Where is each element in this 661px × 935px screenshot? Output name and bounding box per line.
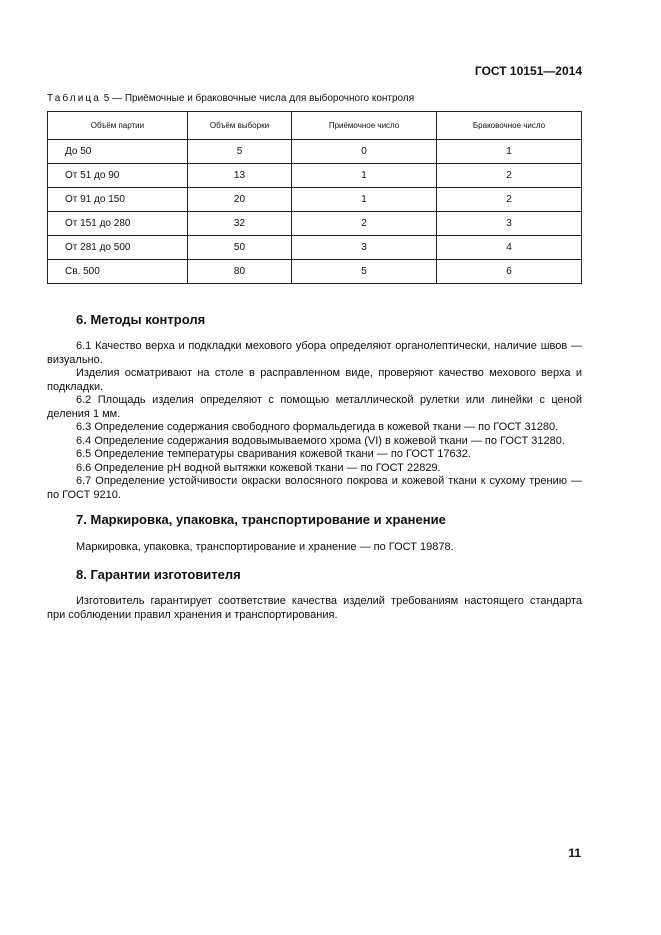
table-cell: 1 <box>292 188 437 212</box>
paragraph: 6.6 Определение рН водной вытяжки кожевой ткани — по ГОСТ 22829. <box>76 461 441 474</box>
paragraph: 6.7 Определение устойчивости окраски волосяного покрова и кожевой ткани к сухому трению — по ГОСТ 9210. <box>47 475 582 501</box>
table-caption-label: Таблица <box>47 93 101 104</box>
paragraph: 6.4 Определение содержания водовымываемого хрома (VI) в кожевой ткани — по ГОСТ 31280. <box>76 434 565 447</box>
table-cell: От 51 до 90 <box>48 164 188 188</box>
table-caption-text: 5 — Приёмочные и браковочные числа для выборочного контроля <box>100 93 415 104</box>
table-cell: 32 <box>187 212 291 236</box>
column-header-sample-size: Объём выборки <box>187 112 291 140</box>
table-cell: От 151 до 280 <box>48 212 188 236</box>
table-cell: 80 <box>187 260 291 284</box>
table-cell: 5 <box>292 260 437 284</box>
table-row <box>48 236 582 260</box>
table-cell: От 91 до 150 <box>48 188 188 212</box>
paragraph: 6.2 Площадь изделия определяют с помощью металлической рулетки или линейки с ценой деления 1 мм. <box>47 394 582 420</box>
table-cell: 6 <box>437 260 582 284</box>
table-row <box>48 260 582 284</box>
table-row <box>48 188 582 212</box>
table-cell: От 281 до 500 <box>48 236 188 260</box>
table-caption <box>47 93 414 104</box>
paragraph: Маркировка, упаковка, транспортирование и хранение — по ГОСТ 19878. <box>76 541 454 553</box>
paragraph: 6.1 Качество верха и подкладки мехового убора определяют органолептически, наличие швов — визуально. <box>47 340 582 366</box>
section-6-title: 6. Методы контроля <box>76 312 206 327</box>
table-row <box>48 212 582 236</box>
table-cell: 2 <box>437 188 582 212</box>
table-cell: 5 <box>187 140 291 164</box>
table-cell: 2 <box>292 212 437 236</box>
table-cell: 3 <box>292 236 437 260</box>
acceptance-table <box>47 111 582 284</box>
document-code: ГОСТ 10151—2014 <box>474 64 582 78</box>
column-header-lot-size: Объём партии <box>48 112 188 140</box>
table-cell: Св. 500 <box>48 260 188 284</box>
table-row <box>48 164 582 188</box>
paragraph: 6.3 Определение содержания свободного формальдегида в кожевой ткани — по ГОСТ 31280. <box>76 421 559 433</box>
table-header-row <box>48 112 582 140</box>
table-cell: 1 <box>437 140 582 164</box>
paragraph: 6.5 Определение температуры сваривания кожевой ткани — по ГОСТ 17632. <box>76 448 471 460</box>
section-6-body <box>47 340 582 502</box>
table-cell: 1 <box>292 164 437 188</box>
column-header-acceptance-number: Приёмочное число <box>292 112 437 140</box>
table-cell: До 50 <box>48 140 188 164</box>
paragraph: Изготовитель гарантирует соответствие качества изделий требованиям настоящего стандарта при соблюдении правил хранения и транспортирования. <box>47 595 582 621</box>
table-cell: 2 <box>437 164 582 188</box>
column-header-rejection-number: Браковочное число <box>437 112 582 140</box>
table-cell: 13 <box>187 164 291 188</box>
section-8-body <box>47 595 582 622</box>
table-cell: 0 <box>292 140 437 164</box>
paragraph: Изделия осматривают на столе в расправленном виде, проверяют качество мехового верха и подкладки. <box>47 367 582 393</box>
table-row <box>48 140 582 164</box>
table-cell: 20 <box>187 188 291 212</box>
section-8-title: 8. Гарантии изготовителя <box>76 567 241 582</box>
table-cell: 4 <box>437 236 582 260</box>
table-cell: 3 <box>437 212 582 236</box>
section-7-title: 7. Маркировка, упаковка, транспортирование и хранение <box>76 512 446 527</box>
section-7-body <box>47 541 582 555</box>
page-number: 11 <box>568 846 581 860</box>
table-cell: 50 <box>187 236 291 260</box>
